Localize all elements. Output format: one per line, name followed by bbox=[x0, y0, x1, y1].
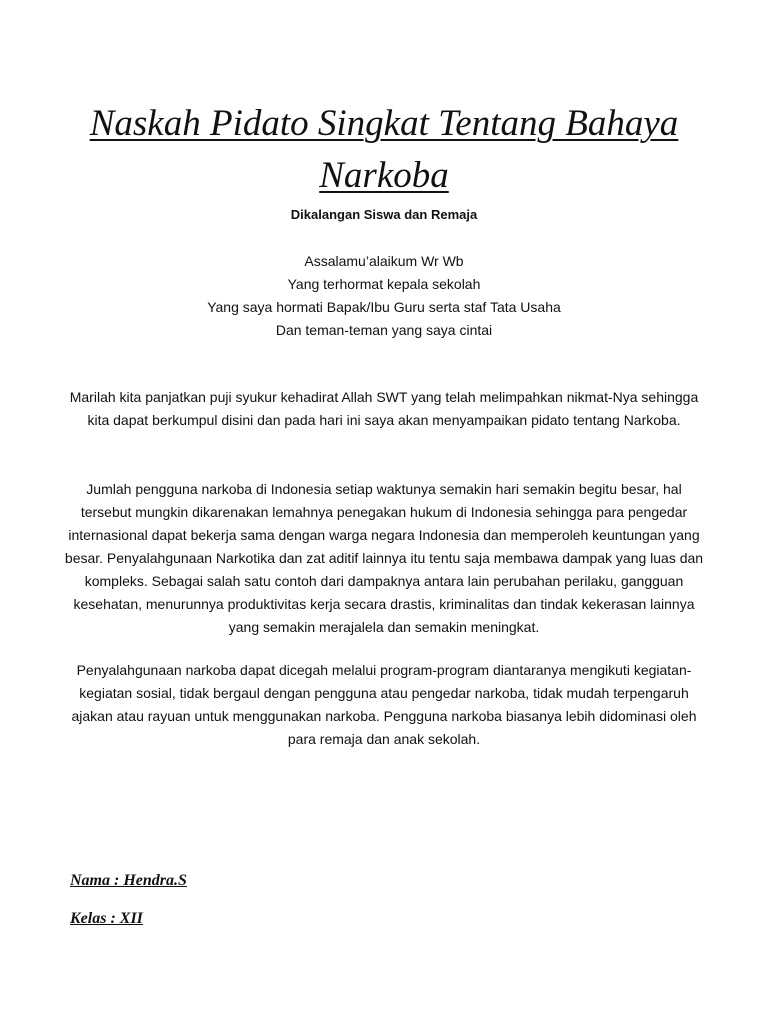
signature-class: Kelas : XII bbox=[70, 910, 143, 927]
greeting-line: Yang saya hormati Bapak/Ibu Guru serta staf Tata Usaha bbox=[207, 299, 561, 315]
greetings-block bbox=[0, 250, 768, 342]
document-subtitle: Dikalangan Siswa dan Remaja bbox=[290, 207, 478, 222]
paragraph-prevention: Penyalahgunaan narkoba dapat dicegah melalui program-program diantaranya mengikuti kegiatan-kegiatan sosial, tidak bergaul dengan pengguna atau pengedar narkoba, tidak mudah terpengaruh ajakan atau rayuan untuk menggunakan narkoba. Pengguna narkoba biasanya lebih didominasi oleh para remaja dan anak sekolah. bbox=[71, 662, 697, 747]
signature-name: Nama : Hendra.S bbox=[70, 872, 187, 889]
paragraph-opening: Marilah kita panjatkan puji syukur kehadirat Allah SWT yang telah melimpahkan nikmat-Nya sehingga kita dapat berkumpul disini dan pada hari ini saya akan menyampaikan pidato tentang Narkoba. bbox=[69, 389, 699, 428]
greeting-line: Assalamu’alaikum Wr Wb bbox=[304, 253, 464, 269]
title-line-2: Narkoba bbox=[319, 155, 449, 196]
title-line-1: Naskah Pidato Singkat Tentang Bahaya bbox=[89, 103, 679, 144]
greeting-line: Dan teman-teman yang saya cintai bbox=[275, 322, 493, 338]
paragraph-body: Jumlah pengguna narkoba di Indonesia setiap waktunya semakin hari semakin begitu besar, hal tersebut mungkin dikarenakan lemahnya penegakan hukum di Indonesia sehingga para pengedar internasional dapat bekerja sama dengan warga negara Indonesia dan memperoleh keuntungan yang besar. Penyalahgunaan Narkotika dan zat aditif lainnya itu tentu saja membawa dampak yang luas dan kompleks. Sebagai salah satu contoh dari dampaknya antara lain perubahan perilaku, gangguan kesehatan, menurunnya produktivitas kerja secara drastis, kriminalitas dan tindak kekerasan lainnya yang semakin merajalela dan semakin meningkat. bbox=[64, 481, 704, 635]
greeting-line: Yang terhormat kepala sekolah bbox=[287, 276, 481, 292]
document-title bbox=[0, 98, 768, 202]
